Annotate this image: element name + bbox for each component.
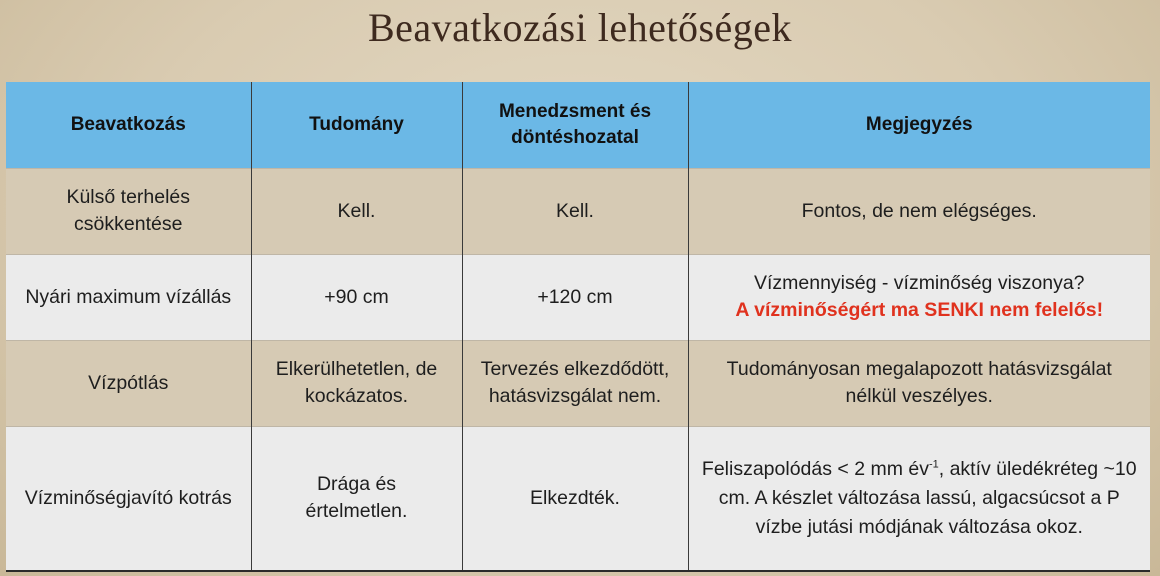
cell-science: Kell. — [251, 168, 462, 254]
table-row — [6, 254, 1150, 340]
cell-note: Fontos, de nem elégséges. — [688, 168, 1150, 254]
cell-management: Elkezdték. — [462, 426, 688, 570]
note-text: Vízmennyiség - vízminőség viszonya? — [753, 272, 1085, 294]
cell-intervention: Nyári maximum vízállás — [25, 285, 232, 308]
table-row — [6, 168, 1150, 254]
cell-note — [688, 254, 1150, 340]
cell-management: Kell. — [462, 168, 688, 254]
note-text-end: , aktív üledékréteg ~10 cm. A készlet változása lassú, algacsúcsot a P vízbe jutási módjának változása okoz. — [718, 457, 1137, 538]
table-bottom-border — [6, 570, 1150, 572]
cell-intervention: Külső terhelés csökkentése — [66, 186, 191, 235]
header-management: Menedzsment és döntéshozatal — [462, 82, 688, 168]
note-superscript: -1 — [928, 458, 939, 471]
header-intervention: Beavatkozás — [70, 113, 186, 135]
cell-science: +90 cm — [251, 254, 462, 340]
note-text-start: Feliszapolódás < 2 mm év — [701, 457, 929, 480]
table-row — [6, 340, 1150, 426]
cell-intervention: Vízpótlás — [88, 371, 169, 394]
cell-intervention: Vízminőségjavító kotrás — [24, 486, 232, 509]
cell-management: +120 cm — [462, 254, 688, 340]
cell-science: Drága és értelmetlen. — [251, 426, 462, 570]
cell-note — [688, 426, 1150, 570]
note-warning: A vízminőségért ma SENKI nem felelős! — [735, 299, 1104, 321]
cell-note: Tudományosan megalapozott hatásvizsgálat nélkül veszélyes. — [688, 340, 1150, 426]
cell-science: Elkerülhetetlen, de kockázatos. — [251, 340, 462, 426]
table-row — [6, 426, 1150, 570]
header-science: Tudomány — [251, 82, 462, 168]
table-header-row — [6, 82, 1150, 168]
header-note: Megjegyzés — [688, 82, 1150, 168]
slide-title: Beavatkozási lehetőségek — [367, 5, 793, 50]
interventions-table — [6, 82, 1150, 570]
cell-management: Tervezés elkezdődött, hatásvizsgálat nem. — [462, 340, 688, 426]
